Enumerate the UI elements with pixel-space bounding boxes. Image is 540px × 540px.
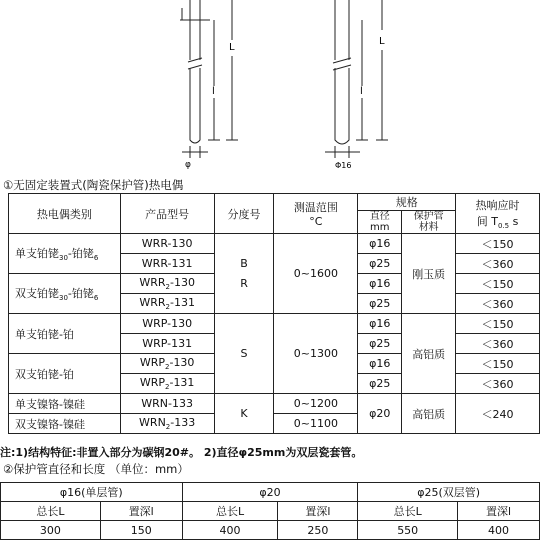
model-cell: WRN-133: [120, 394, 214, 414]
model-cell: WRP-131: [120, 334, 214, 354]
type-cell: 双支镍铬-镍硅: [9, 414, 121, 434]
type-cell: 单支铂铑-铂: [9, 314, 121, 354]
col-insert-depth: 置深l: [458, 502, 540, 521]
response-cell: ＜150: [456, 354, 540, 374]
col-insert-depth: 置深l: [278, 502, 358, 521]
range-cell: 0~1200: [274, 394, 358, 414]
section2-title: ②保护管直径和长度 （单位：mm）: [3, 462, 189, 476]
diameter-cell: φ16: [358, 274, 402, 294]
header-spec: 规格: [358, 194, 456, 211]
table-row: [1, 521, 540, 540]
response-cell: ＜240: [456, 394, 540, 434]
table-row: [9, 394, 540, 414]
left-diameter-label: φ: [185, 160, 191, 170]
value-cell: 400: [458, 521, 540, 540]
type-cell: 单支铂铑$_{30}$-铂铑$_6$: [9, 234, 121, 274]
diameter-cell: φ20: [358, 394, 402, 434]
model-cell: WRR-131: [120, 254, 214, 274]
right-length-label: L: [379, 36, 385, 47]
value-cell: 400: [182, 521, 278, 540]
response-cell: ＜360: [456, 254, 540, 274]
section1-title: ①无固定装置式(陶瓷保护管)热电偶: [3, 178, 184, 192]
response-cell: ＜360: [456, 294, 540, 314]
diameter-cell: φ25: [358, 294, 402, 314]
model-cell: $WRR_2-131$: [120, 294, 214, 314]
diameter-cell: φ25: [358, 254, 402, 274]
model-cell: WRR-130: [120, 234, 214, 254]
tube-size-table: [0, 482, 540, 540]
header-range: 测温范围 °C: [274, 194, 358, 234]
model-cell: $WRN_2-133$: [120, 414, 214, 434]
diameter-cell: φ16: [358, 314, 402, 334]
header-diameter: 直径 mm: [358, 211, 402, 234]
header-material: 保护管 材料: [402, 211, 456, 234]
diameter-cell: φ25: [358, 334, 402, 354]
left-length-label: L: [229, 42, 235, 53]
right-insert-label: l: [360, 86, 363, 97]
grade-cell: B R: [214, 234, 274, 314]
material-cell: 刚玉质: [402, 234, 456, 314]
value-cell: 150: [100, 521, 182, 540]
response-cell: ＜360: [456, 374, 540, 394]
material-cell: 高铝质: [402, 314, 456, 394]
range-cell: 0~1600: [274, 234, 358, 314]
header-model: 产品型号: [120, 194, 214, 234]
left-insert-label: l: [212, 86, 215, 97]
diameter-cell: φ25: [358, 374, 402, 394]
col-total-length: 总长L: [1, 502, 101, 521]
header-phi25: φ25(双层管): [358, 483, 540, 502]
thermocouple-drawing: [0, 0, 540, 175]
grade-cell: S: [214, 314, 274, 394]
value-cell: 550: [358, 521, 458, 540]
response-cell: ＜150: [456, 234, 540, 254]
header-phi16: φ16(单层管): [1, 483, 183, 502]
grade-cell: K: [214, 394, 274, 434]
table-note: 注:1)结构特征:非置入部分为碳钢20#。 2)直径φ25mm为双层瓷套管。: [0, 446, 363, 459]
diameter-cell: φ16: [358, 234, 402, 254]
col-total-length: 总长L: [182, 502, 278, 521]
type-cell: 单支镍铬-镍硅: [9, 394, 121, 414]
model-cell: WRP-130: [120, 314, 214, 334]
model-cell: $WRP_2-131$: [120, 374, 214, 394]
response-cell: ＜360: [456, 334, 540, 354]
col-insert-depth: 置深l: [100, 502, 182, 521]
range-cell: 0~1100: [274, 414, 358, 434]
type-cell: 双支铂铑$_{30}$-铂铑$_6$: [9, 274, 121, 314]
header-response: 热响应时 间 $T_{0.5}$ s: [456, 194, 540, 234]
range-cell: 0~1300: [274, 314, 358, 394]
header-grade: 分度号: [214, 194, 274, 234]
material-cell: 高铝质: [402, 394, 456, 434]
header-phi20: φ20: [182, 483, 358, 502]
table-row: [9, 234, 540, 254]
col-total-length: 总长L: [358, 502, 458, 521]
value-cell: 300: [1, 521, 101, 540]
response-cell: ＜150: [456, 314, 540, 334]
right-diameter-label: Φ16: [335, 161, 352, 170]
diameter-cell: φ16: [358, 354, 402, 374]
value-cell: 250: [278, 521, 358, 540]
model-cell: $WRP_2-130$: [120, 354, 214, 374]
table-row: [9, 314, 540, 334]
type-cell: 双支铂铑-铂: [9, 354, 121, 394]
thermocouple-table: [8, 193, 540, 434]
header-type: 热电偶类别: [9, 194, 121, 234]
model-cell: $WRR_2-130$: [120, 274, 214, 294]
response-cell: ＜150: [456, 274, 540, 294]
